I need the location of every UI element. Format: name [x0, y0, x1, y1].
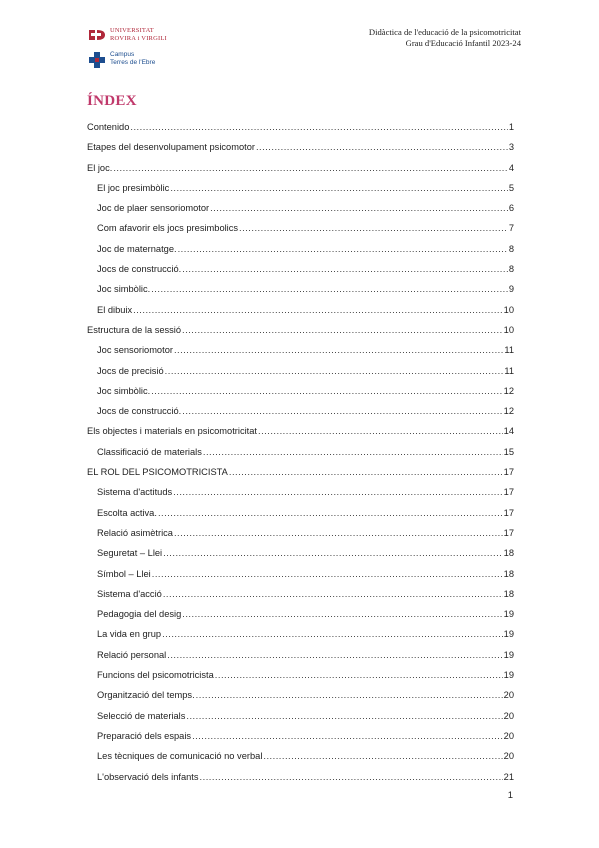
toc-leader-dots: [151, 280, 508, 298]
toc-leader-dots: [192, 727, 503, 745]
toc-leader-dots: [203, 443, 503, 461]
table-of-contents: [87, 118, 514, 788]
toc-entry[interactable]: [87, 483, 514, 503]
toc-entry-page[interactable]: 10: [503, 304, 514, 315]
toc-leader-dots: [173, 483, 503, 501]
toc-leader-dots: [239, 219, 508, 237]
toc-entry-page[interactable]: 12: [503, 406, 514, 417]
toc-entry[interactable]: [87, 504, 514, 524]
toc-entry[interactable]: [87, 747, 514, 767]
toc-entry-page[interactable]: 19: [503, 649, 514, 660]
university-logo: [88, 24, 178, 68]
toc-entry-label[interactable]: Escolta activa.: [97, 507, 157, 518]
toc-entry[interactable]: [87, 402, 514, 422]
toc-leader-dots: [200, 768, 503, 786]
toc-entry-page[interactable]: 10: [503, 324, 514, 335]
toc-leader-dots: [163, 585, 503, 603]
toc-leader-dots: [152, 565, 503, 583]
toc-entry[interactable]: [87, 382, 514, 402]
toc-leader-dots: [163, 544, 503, 562]
toc-entry-label[interactable]: Símbol – Llei: [97, 568, 151, 579]
toc-entry-page[interactable]: 11: [504, 365, 514, 376]
toc-leader-dots: [182, 402, 502, 420]
toc-entry[interactable]: [87, 666, 514, 686]
campus-logo-icon: [88, 51, 106, 69]
toc-entry-label[interactable]: Estructura de la sessió: [87, 324, 182, 335]
toc-entry-label[interactable]: Seguretat – Llei: [97, 548, 163, 559]
toc-entry[interactable]: [87, 686, 514, 706]
university-name-line1: UNIVERSITAT: [110, 27, 154, 34]
toc-entry[interactable]: [87, 219, 514, 239]
course-subtitle: Grau d'Educació Infantil 2023-24: [405, 38, 521, 48]
toc-entry-label[interactable]: Sistema d'actituds: [97, 487, 173, 498]
toc-entry[interactable]: [87, 422, 514, 442]
toc-entry-label[interactable]: Preparació dels espais: [97, 730, 192, 741]
toc-entry-page[interactable]: 18: [503, 548, 514, 559]
toc-leader-dots: [215, 666, 503, 684]
toc-entry[interactable]: [87, 341, 514, 361]
toc-entry-page[interactable]: 17: [503, 507, 514, 518]
toc-leader-dots: [113, 159, 508, 177]
toc-entry-label[interactable]: Sistema d'acció: [97, 588, 162, 599]
toc-entry-label[interactable]: Joc simbòlic.: [97, 385, 151, 396]
toc-leader-dots: [186, 707, 502, 725]
toc-entry-page[interactable]: 20: [503, 690, 514, 701]
toc-entry-label[interactable]: Relació personal: [97, 649, 167, 660]
toc-entry[interactable]: [87, 463, 514, 483]
toc-entry-label[interactable]: El dibuix: [97, 304, 133, 315]
toc-entry-page[interactable]: 18: [503, 588, 514, 599]
toc-entry[interactable]: [87, 727, 514, 747]
toc-entry-label[interactable]: Joc sensoriomotor: [97, 345, 173, 356]
toc-entry-page[interactable]: 18: [503, 568, 514, 579]
toc-entry-label[interactable]: Classificació de materials: [97, 446, 202, 457]
toc-entry[interactable]: [87, 565, 514, 585]
toc-entry[interactable]: [87, 301, 514, 321]
toc-entry-page[interactable]: 20: [503, 751, 514, 762]
toc-entry[interactable]: [87, 605, 514, 625]
toc-entry[interactable]: [87, 179, 514, 199]
university-name-line2: ROVIRA i VIRGILI: [110, 35, 167, 42]
toc-entry[interactable]: [87, 625, 514, 645]
campus-name-line2: Terres de l'Ebre: [110, 59, 156, 66]
toc-entry-page[interactable]: 20: [503, 710, 514, 721]
toc-entry-page[interactable]: 19: [503, 670, 514, 681]
toc-entry-label[interactable]: Jocs de precisió: [97, 365, 164, 376]
toc-entry-label[interactable]: Organització del temps.: [97, 690, 195, 701]
toc-entry[interactable]: [87, 768, 514, 788]
toc-entry[interactable]: [87, 260, 514, 280]
toc-entry-page[interactable]: 1: [508, 122, 514, 132]
toc-entry-label[interactable]: Jocs de construcció.: [97, 264, 182, 275]
course-title: Didàctica de l'educació de la psicomotricitat: [368, 27, 521, 37]
toc-entry-page[interactable]: 20: [503, 730, 514, 741]
toc-entry[interactable]: [87, 280, 514, 300]
toc-leader-dots: [174, 341, 503, 359]
toc-leader-dots: [170, 179, 507, 197]
toc-leader-dots: [258, 422, 503, 440]
toc-entry-label[interactable]: Pedagogia del desig: [97, 609, 182, 620]
toc-entry-page[interactable]: 8: [508, 264, 514, 275]
toc-entry-label[interactable]: El joc presimbòlic: [97, 182, 170, 193]
toc-entry[interactable]: [87, 321, 514, 341]
toc-leader-dots: [174, 524, 503, 542]
toc-leader-dots: [256, 138, 508, 156]
toc-entry-page[interactable]: 12: [503, 385, 514, 396]
toc-entry-label[interactable]: L'observació dels infants: [97, 771, 199, 782]
toc-entry-label[interactable]: Contenido: [87, 122, 130, 132]
toc-entry-page[interactable]: 14: [503, 426, 514, 437]
toc-leader-dots: [130, 118, 507, 136]
toc-entry-page[interactable]: 7: [508, 223, 514, 234]
toc-entry[interactable]: [87, 159, 514, 179]
toc-entry-page[interactable]: 19: [503, 629, 514, 640]
toc-entry-page[interactable]: 17: [503, 527, 514, 538]
toc-entry-page[interactable]: 6: [508, 203, 514, 214]
toc-entry-page[interactable]: 3: [508, 142, 514, 153]
toc-entry-label[interactable]: Com afavorir els jocs presimbolics: [97, 223, 239, 234]
toc-entry-page[interactable]: 19: [503, 609, 514, 620]
toc-entry-page[interactable]: 5: [508, 182, 514, 193]
toc-entry-label[interactable]: Funcions del psicomotricista: [97, 670, 214, 681]
toc-entry[interactable]: [87, 362, 514, 382]
toc-leader-dots: [196, 686, 503, 704]
toc-leader-dots: [182, 260, 508, 278]
toc-entry-label[interactable]: El joc.: [87, 162, 113, 173]
toc-entry-page[interactable]: 17: [503, 487, 514, 498]
toc-leader-dots: [162, 625, 503, 643]
toc-entry-label[interactable]: Relació asimètrica: [97, 527, 173, 538]
page-number: 1: [507, 790, 513, 801]
toc-entry-label[interactable]: Jocs de construcció.: [97, 406, 182, 417]
toc-leader-dots: [133, 301, 503, 319]
toc-entry-label[interactable]: Etapes del desenvolupament psicomotor: [87, 142, 255, 153]
toc-entry[interactable]: [87, 544, 514, 564]
toc-entry-page[interactable]: 9: [508, 284, 514, 295]
toc-entry-label[interactable]: Joc de plaer sensoriomotor: [97, 203, 210, 214]
toc-entry-label[interactable]: Joc simbòlic.: [97, 284, 151, 295]
toc-entry[interactable]: [87, 199, 514, 219]
toc-entry[interactable]: [87, 240, 514, 260]
toc-entry[interactable]: [87, 707, 514, 727]
toc-entry-label[interactable]: Joc de maternatge.: [97, 243, 177, 254]
toc-leader-dots: [167, 646, 502, 664]
toc-leader-dots: [158, 504, 503, 522]
toc-entry-label[interactable]: Les tècniques de comunicació no verbal: [97, 751, 263, 762]
toc-entry[interactable]: [87, 646, 514, 666]
toc-entry-label[interactable]: Els objectes i materials en psicomotricitat: [87, 426, 257, 437]
campus-name-line1: Campus: [110, 51, 135, 58]
toc-entry-label[interactable]: Selecció de materials: [97, 710, 186, 721]
toc-entry[interactable]: [87, 138, 514, 158]
toc-entry[interactable]: [87, 118, 514, 138]
toc-leader-dots: [182, 605, 502, 623]
toc-entry-page[interactable]: 21: [503, 771, 514, 782]
toc-leader-dots: [210, 199, 508, 217]
toc-entry[interactable]: [87, 443, 514, 463]
toc-leader-dots: [151, 382, 502, 400]
toc-leader-dots: [229, 463, 503, 481]
toc-leader-dots: [165, 362, 504, 380]
toc-leader-dots: [182, 321, 503, 339]
toc-leader-dots: [178, 240, 508, 258]
document-header: [369, 27, 521, 49]
toc-entry-page[interactable]: 8: [508, 243, 514, 254]
page-title: ÍNDEX: [87, 93, 137, 109]
toc-entry-page[interactable]: 17: [503, 467, 514, 478]
toc-entry-page[interactable]: 11: [504, 345, 514, 356]
toc-leader-dots: [263, 747, 502, 765]
toc-entry-label[interactable]: La vida en grup: [97, 629, 162, 640]
toc-entry-page[interactable]: 4: [508, 162, 514, 173]
toc-entry[interactable]: [87, 585, 514, 605]
toc-entry-label[interactable]: EL ROL DEL PSICOMOTRICISTA: [87, 467, 228, 478]
urv-logo-icon: [88, 28, 106, 42]
toc-entry[interactable]: [87, 524, 514, 544]
toc-entry-page[interactable]: 15: [503, 446, 514, 457]
